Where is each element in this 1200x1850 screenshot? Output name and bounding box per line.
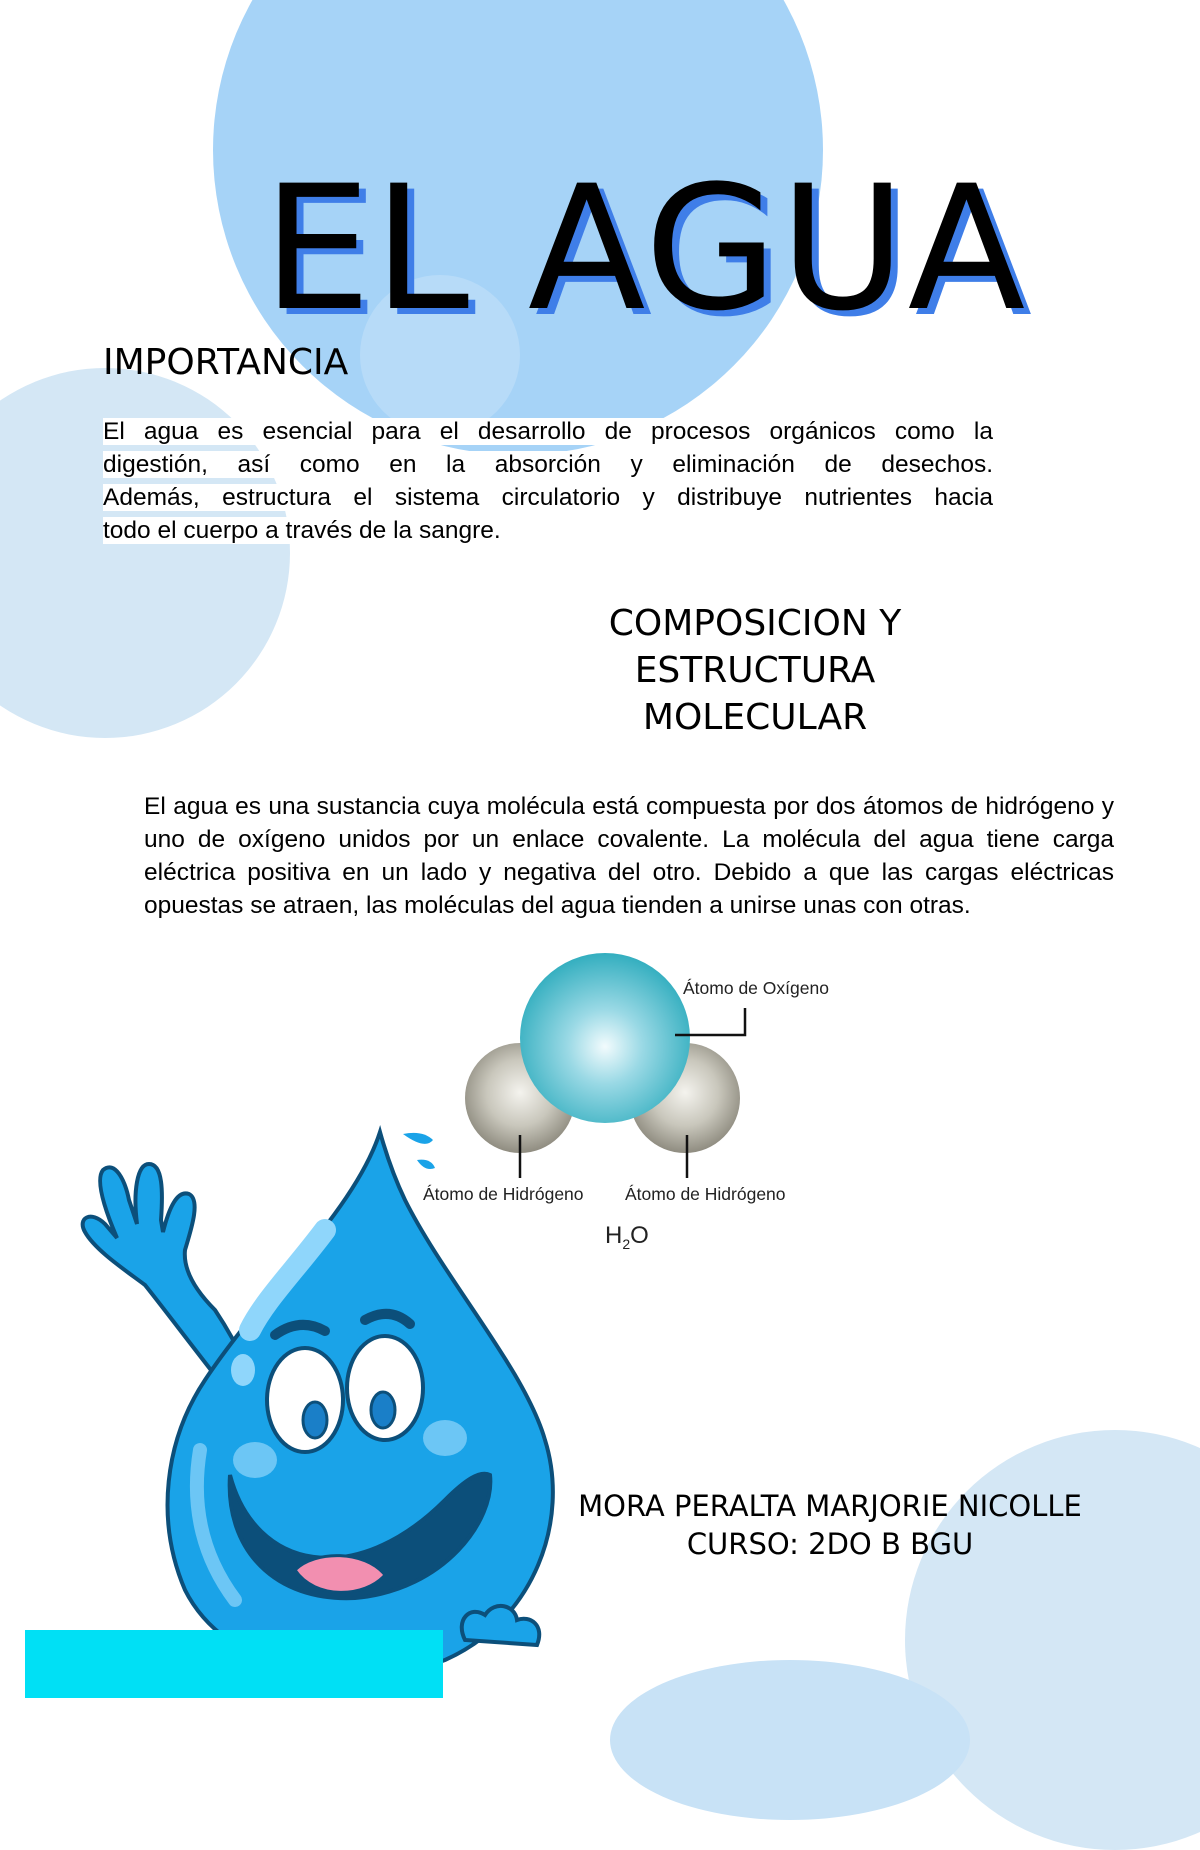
author-block bbox=[520, 1487, 1140, 1563]
author-name: MORA PERALTA MARJORIE NICOLLE bbox=[578, 1489, 1082, 1523]
importancia-heading: IMPORTANCIA bbox=[103, 342, 349, 383]
drop-highlight-dot bbox=[231, 1354, 255, 1386]
formula-label bbox=[605, 1222, 649, 1252]
formula-subscript: 2 bbox=[622, 1236, 631, 1252]
page-title: EL AGUA bbox=[262, 148, 1028, 350]
importancia-line-2: digestión, así como en la absorción y eliminación de desechos. bbox=[103, 451, 993, 478]
hydrogen-label-right: Átomo de Hidrógeno bbox=[625, 1184, 786, 1204]
composicion-heading-line-3: MOLECULAR bbox=[642, 697, 868, 738]
composicion-heading bbox=[555, 600, 955, 741]
water-drop-mascot bbox=[25, 1120, 585, 1698]
oxygen-label: Átomo de Oxígeno bbox=[683, 978, 829, 998]
cheek-right bbox=[423, 1420, 467, 1456]
importancia-text bbox=[103, 415, 993, 547]
resting-hand bbox=[462, 1606, 539, 1645]
composicion-heading-line-1: COMPOSICION Y bbox=[608, 603, 902, 644]
background-circle-bottom bbox=[610, 1660, 970, 1820]
eye-left bbox=[267, 1348, 343, 1452]
pupil-right bbox=[371, 1392, 395, 1428]
cheek-left bbox=[233, 1442, 277, 1478]
hydrogen-label-left: Átomo de Hidrógeno bbox=[423, 1184, 584, 1204]
importancia-line-1: El agua es esencial para el desarrollo de procesos orgánicos como la bbox=[103, 418, 993, 445]
oxygen-atom bbox=[520, 953, 690, 1123]
splash-droplet bbox=[403, 1133, 433, 1144]
cyan-bar bbox=[25, 1630, 443, 1698]
formula-h: H bbox=[605, 1222, 623, 1249]
author-course: CURSO: 2DO B BGU bbox=[686, 1527, 974, 1561]
composicion-heading-line-2: ESTRUCTURA bbox=[634, 650, 876, 691]
pupil-left bbox=[303, 1402, 327, 1438]
importancia-line-4: todo el cuerpo a través de la sangre. bbox=[103, 517, 501, 544]
formula-o: O bbox=[630, 1222, 649, 1249]
importancia-line-3: Además, estructura el sistema circulatorio y distribuye nutrientes hacia bbox=[103, 484, 993, 511]
splash-droplet bbox=[417, 1160, 435, 1169]
composicion-text: El agua es una sustancia cuya molécula está compuesta por dos átomos de hidrógeno y uno de oxígeno unidos por un enlace covalente. La molécula del agua tiene carga eléctrica positiva en un lado y negativa del otro. Debido a que las cargas eléctricas opuestas se atraen, las moléculas del agua tienden a unirse unas con otras. bbox=[144, 793, 1114, 919]
